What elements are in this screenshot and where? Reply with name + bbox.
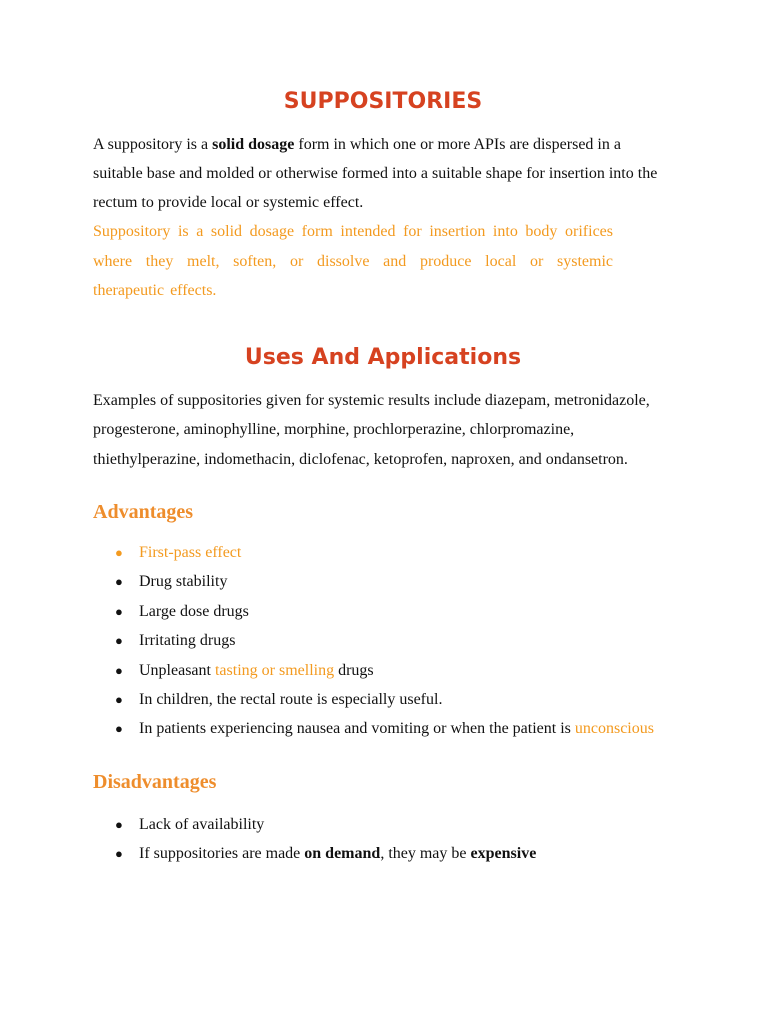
- bullet-icon: ●: [115, 721, 123, 737]
- uses-paragraph: Examples of suppositories given for systemic results include diazepam, metronidazole, progesterone, aminophylline, morphine, prochlorperazine, chlorpromazine, thiethylperazine, indomethacin, diclofenac, ketoprofen, naproxen, and ondansetron.: [93, 391, 650, 469]
- disadvantages-heading: Disadvantages: [93, 770, 217, 793]
- list-item-text-a: If suppositories are made: [139, 845, 305, 863]
- bullet-icon: ●: [115, 662, 123, 678]
- advantages-list: [93, 538, 673, 744]
- list-item-text: Large dose drugs: [139, 602, 249, 620]
- list-item: [93, 597, 673, 626]
- list-item-bold-on-demand: on demand: [304, 845, 381, 863]
- bullet-icon: ●: [115, 816, 123, 832]
- list-item: [93, 685, 673, 714]
- bullet-icon: ●: [115, 574, 123, 590]
- list-item-text-c: , they may be: [380, 845, 471, 863]
- list-item: [93, 567, 673, 596]
- list-item: [93, 714, 673, 743]
- list-item-text-a: Unpleasant: [139, 661, 215, 679]
- page-title: SUPPOSITORIES: [283, 89, 483, 114]
- list-item-text: Irritating drugs: [139, 632, 236, 650]
- list-item: [93, 656, 673, 685]
- bullet-icon: ●: [115, 633, 123, 649]
- bullet-icon: ●: [115, 603, 123, 619]
- intro-text-c: form in which one or more APIs are dispersed in a suitable base and molded or otherwise formed into a suitable shape for insertion into the rectum to provide local or systemic effect.: [93, 136, 658, 211]
- list-item-text: First-pass effect: [139, 543, 242, 561]
- list-item: [93, 839, 673, 868]
- list-item: [93, 538, 673, 567]
- list-item: [93, 810, 673, 839]
- bullet-icon: ●: [115, 691, 123, 707]
- list-item: [93, 626, 673, 655]
- intro-paragraph: [93, 130, 673, 217]
- definition-paragraph: Suppository is a solid dosage form intended for insertion into body orifices where they melt, soften, or dissolve and produce local or systemic therapeutic effects.: [93, 223, 613, 299]
- list-item-highlight: tasting or smelling: [214, 661, 335, 679]
- list-item-text: Lack of availability: [139, 815, 265, 833]
- document-page: [93, 86, 673, 869]
- intro-text-a: A suppository is a: [93, 136, 213, 153]
- list-item-bold-expensive: expensive: [470, 845, 537, 863]
- bullet-icon: ●: [115, 544, 123, 560]
- list-item-text-a: In patients experiencing nausea and vomiting or when the patient is: [139, 720, 575, 738]
- list-item-text-c: drugs: [334, 661, 374, 679]
- disadvantages-list: [93, 810, 673, 869]
- list-item-text: Drug stability: [139, 573, 228, 591]
- bullet-icon: ●: [115, 846, 123, 862]
- uses-heading: Uses And Applications: [244, 344, 522, 370]
- advantages-heading: Advantages: [93, 500, 194, 523]
- list-item-highlight: unconscious: [574, 720, 654, 738]
- intro-bold-solid-dosage: solid dosage: [212, 136, 295, 153]
- list-item-text: In children, the rectal route is especially useful.: [139, 690, 443, 708]
